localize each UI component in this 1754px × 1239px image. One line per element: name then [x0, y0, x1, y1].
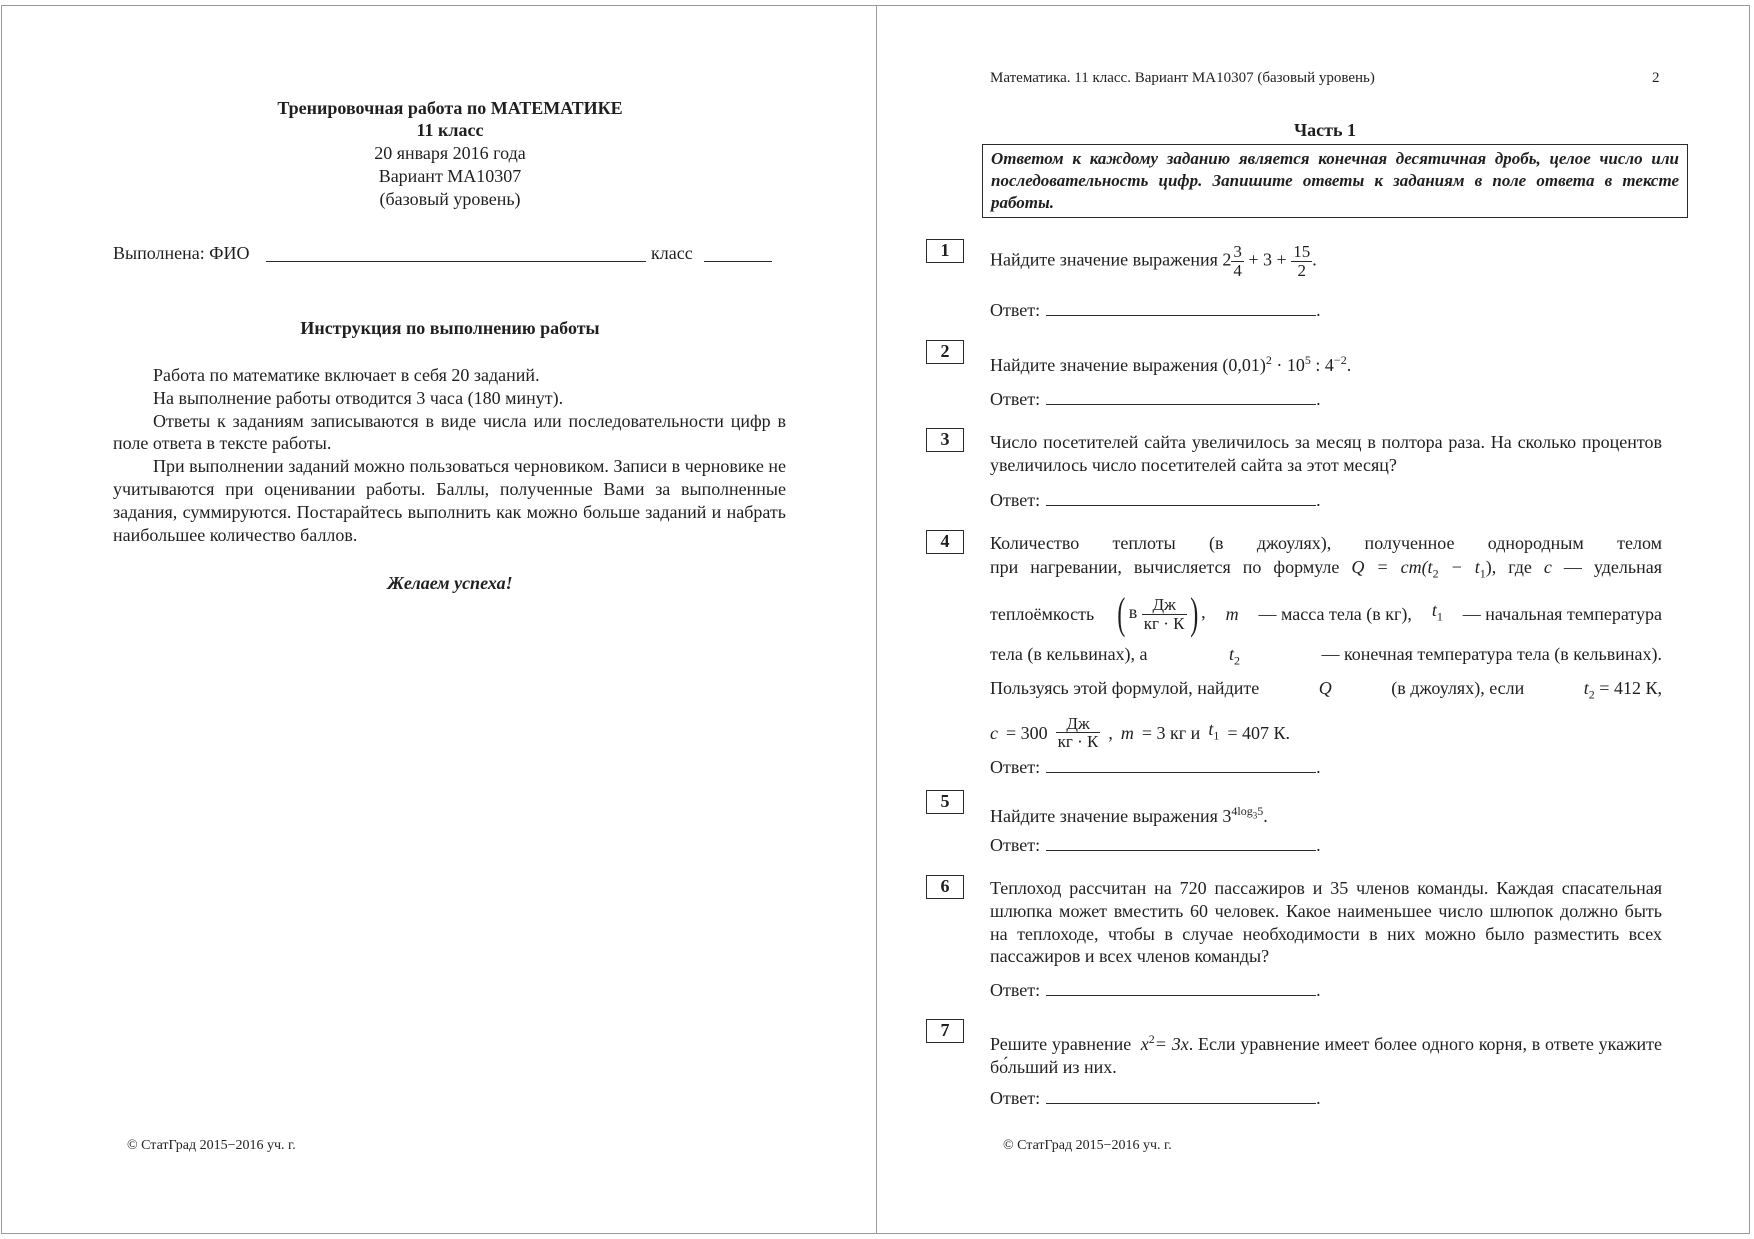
answer-label: Ответ:: [990, 490, 1041, 510]
task-number: 5: [926, 790, 964, 814]
fraction-denominator: 4: [1233, 260, 1242, 280]
text-span: — удельная: [1563, 556, 1663, 577]
exponent-part: 4log: [1231, 804, 1253, 818]
exponent: −2: [1333, 353, 1347, 367]
task-4-line: [990, 643, 1662, 672]
answer-label: Ответ:: [990, 1088, 1041, 1108]
formula: x: [1140, 1034, 1149, 1054]
answer-label: Ответ:: [990, 300, 1041, 320]
task-1-text: [990, 243, 1670, 280]
formula: m: [1120, 722, 1134, 743]
formula: Q: [1318, 677, 1332, 698]
task-number: 7: [926, 1019, 964, 1043]
text-span: = 407 К.: [1227, 722, 1290, 743]
page-divider: [876, 5, 877, 1234]
formula: c: [1543, 556, 1552, 577]
formula-group: [1584, 677, 1662, 706]
task-1-fraction: [1231, 243, 1244, 280]
instructions-body: [113, 364, 786, 546]
subscript: 2: [1588, 687, 1595, 702]
right-footer: © СтатГрад 2015−2016 уч. г.: [1003, 1138, 1172, 1153]
formula: t: [1208, 719, 1214, 740]
fraction-denominator: 2: [1297, 260, 1306, 280]
answer-field[interactable]: [1046, 491, 1316, 506]
fraction-numerator: Дж: [1056, 715, 1101, 734]
instructions-title: Инструкция по выполнению работы: [300, 318, 600, 338]
task-1-end: .: [1312, 249, 1317, 270]
task-number: 2: [926, 340, 964, 364]
task-7-text: [990, 1028, 1662, 1079]
fraction-numerator: Дж: [1142, 596, 1187, 615]
text-span: ,: [1201, 602, 1206, 623]
text-span: теплоёмкость: [990, 603, 1095, 624]
exam-date: 20 января 2016 года: [374, 143, 526, 163]
performed-by-label: Выполнена: ФИО: [113, 243, 250, 263]
subscript: 1: [1213, 728, 1220, 743]
answer-label: Ответ:: [990, 835, 1041, 855]
task-1-fraction: [1291, 243, 1312, 280]
formula: t: [1229, 644, 1235, 665]
wish-text: Желаем успеха!: [387, 573, 513, 593]
exponent-part: 5: [1257, 804, 1264, 818]
task-4-line: [990, 556, 1662, 585]
running-header: Математика. 11 класс. Вариант MA10307 (базовый уровень): [990, 70, 1375, 86]
class-field[interactable]: [704, 261, 772, 262]
answer-row: Ответ: .: [990, 835, 1321, 855]
answer-field[interactable]: [1046, 301, 1316, 316]
fraction-numerator: 3: [1233, 242, 1242, 261]
task-3-text: Число посетителей сайта увеличилось за месяц в полтора раза. На сколько процентов увеличилось число посетителей сайта за этот месяц?: [990, 432, 1662, 475]
text-span: Пользуясь этой формулой, найдите: [990, 677, 1260, 698]
grade-title: 11 класс: [416, 120, 484, 140]
text-span: в: [1128, 602, 1138, 623]
subscript: 2: [1234, 653, 1241, 668]
fraction-numerator: 15: [1293, 242, 1311, 261]
answer-row: Ответ: .: [990, 757, 1321, 777]
unit-fraction: [1056, 715, 1101, 752]
unit-group: [1114, 589, 1206, 639]
answer-row: Ответ: .: [990, 490, 1321, 510]
text-span: = 3 кг и: [1141, 722, 1201, 743]
text-span: , где: [1491, 556, 1532, 577]
exponent: 5: [1304, 353, 1311, 367]
task-5-end: .: [1263, 806, 1268, 826]
task-1-mid: + 3 +: [1248, 249, 1287, 270]
task-4-line: [990, 677, 1662, 706]
formula: Q = cm(t: [1351, 556, 1433, 577]
instruction-paragraph: Ответы к заданиям записываются в виде числа или последовательности цифр в поле ответа в тексте работы.: [113, 410, 786, 454]
text-span: = 300: [1006, 722, 1048, 743]
task-2-lead: Найдите значение выражения: [990, 355, 1218, 375]
text-span: при нагревании, вычисляется по формуле: [990, 556, 1340, 577]
answer-row: Ответ: .: [990, 300, 1321, 320]
text-span: — начальная температура: [1462, 603, 1662, 624]
answer-row: Ответ: .: [990, 389, 1321, 409]
variant-label: Вариант MA10307: [378, 166, 522, 186]
answer-field[interactable]: [1046, 390, 1316, 405]
task-2-mult: · 10: [1276, 355, 1305, 375]
task-4-text: [990, 532, 1662, 758]
left-footer: © СтатГрад 2015−2016 уч. г.: [127, 1138, 296, 1153]
exponent-subscript: 3: [1252, 810, 1258, 821]
task-4-line: Количество теплоты (в джоулях), полученное однородным телом: [990, 533, 1662, 553]
exponent: 2: [1148, 1032, 1155, 1046]
subscript: 2: [1432, 566, 1439, 581]
task-2-text: [990, 349, 1670, 377]
task-2-base: (0,01): [1222, 355, 1266, 375]
formula: c: [990, 722, 998, 743]
task-number: 4: [926, 530, 964, 554]
task-2-end: .: [1346, 355, 1352, 375]
part-title: Часть 1: [1293, 120, 1357, 140]
answer-label: Ответ:: [990, 980, 1041, 1000]
formula: = 3x: [1154, 1034, 1189, 1054]
formula: − t: [1438, 556, 1480, 577]
formula-group: [1229, 643, 1240, 672]
task-1-whole: 2: [1222, 249, 1232, 270]
page-number: 2: [1652, 70, 1660, 86]
text-span: ,: [1108, 722, 1113, 743]
exponent: [1231, 804, 1264, 821]
answer-row: Ответ: .: [990, 1088, 1321, 1108]
answer-field[interactable]: [1046, 981, 1316, 996]
subscript: 1: [1479, 566, 1486, 581]
answer-label: Ответ:: [990, 389, 1041, 409]
right-paren: ): [1189, 589, 1198, 639]
text-span: (в джоулях), если: [1391, 677, 1525, 698]
text-span: тела (в кельвинах), а: [990, 644, 1148, 665]
task-number: 6: [926, 875, 964, 899]
instruction-paragraph: На выполнение работы отводится 3 часа (180 минут).: [153, 387, 564, 408]
task-5-lead: Найдите значение выражения: [990, 806, 1218, 826]
answer-label: Ответ:: [990, 757, 1041, 777]
fraction-denominator: кг · К: [1057, 732, 1099, 752]
task-4-line: [990, 589, 1662, 639]
instruction-paragraph: Работа по математике включает в себя 20 заданий.: [153, 365, 540, 385]
class-label: класс: [651, 243, 693, 263]
answer-field[interactable]: [1046, 836, 1316, 851]
instruction-paragraph: При выполнении заданий можно пользоваться черновиком. Записи в черновике не учитываются при оценивании работы. Баллы, полученные Вами за выполненные задания, суммируются. Постарайтесь выполнить как можно больше заданий и набрать наибольшее количество баллов.: [113, 456, 786, 545]
answer-row: Ответ: .: [990, 980, 1321, 1000]
level-label: (базовый уровень): [379, 189, 521, 209]
subscript: 1: [1436, 610, 1443, 625]
fraction-denominator: кг · К: [1143, 613, 1185, 633]
task-number: 1: [926, 239, 964, 263]
left-paren: (: [1117, 589, 1126, 639]
task-4-line: [990, 708, 1662, 758]
task-2-div: : 4: [1315, 355, 1334, 375]
fio-field[interactable]: [266, 261, 646, 262]
text-span: — конечная температура тела (в кельвинах).: [1321, 644, 1662, 665]
task-7-rest: . Если уравнение имеет более одного корня, в ответе укажите бо́льший из них.: [990, 1034, 1662, 1077]
formula-group: [1432, 599, 1443, 628]
task-5-base: 3: [1222, 806, 1232, 826]
exponent: 2: [1265, 353, 1272, 367]
answer-field[interactable]: [1046, 1089, 1316, 1104]
task-7-lead: Решите уравнение: [990, 1034, 1132, 1054]
task-6-text: Теплоход рассчитан на 720 пассажиров и 35 членов команды. Каждая спасательная шлюпка может вместить 60 человек. Какое наименьшее число шлюпок должно быть на теплоходе, чтобы в случае необходимости в них можно было разместить всех пассажиров и всех членов команды?: [990, 878, 1662, 967]
task-5-text: [990, 800, 1670, 828]
text-span: — масса тела (в кг),: [1258, 603, 1412, 624]
formula: t: [1583, 677, 1589, 698]
answer-field[interactable]: [1046, 758, 1316, 773]
unit-fraction: [1142, 596, 1187, 633]
formula: t: [1431, 600, 1437, 621]
task-1-lead: Найдите значение выражения: [990, 249, 1218, 270]
text-span: = 412 К,: [1599, 677, 1662, 698]
formula: m: [1225, 603, 1239, 624]
instruction-box: Ответом к каждому заданию является конечная десятичная дробь, целое число или последовательность цифр. Запишите ответы к заданиям в поле ответа в тексте работы.: [982, 144, 1688, 218]
page-title: Тренировочная работа по МАТЕМАТИКЕ: [277, 98, 623, 118]
task-number: 3: [926, 428, 964, 452]
formula: ): [1485, 556, 1492, 577]
formula-group: [1208, 718, 1219, 747]
